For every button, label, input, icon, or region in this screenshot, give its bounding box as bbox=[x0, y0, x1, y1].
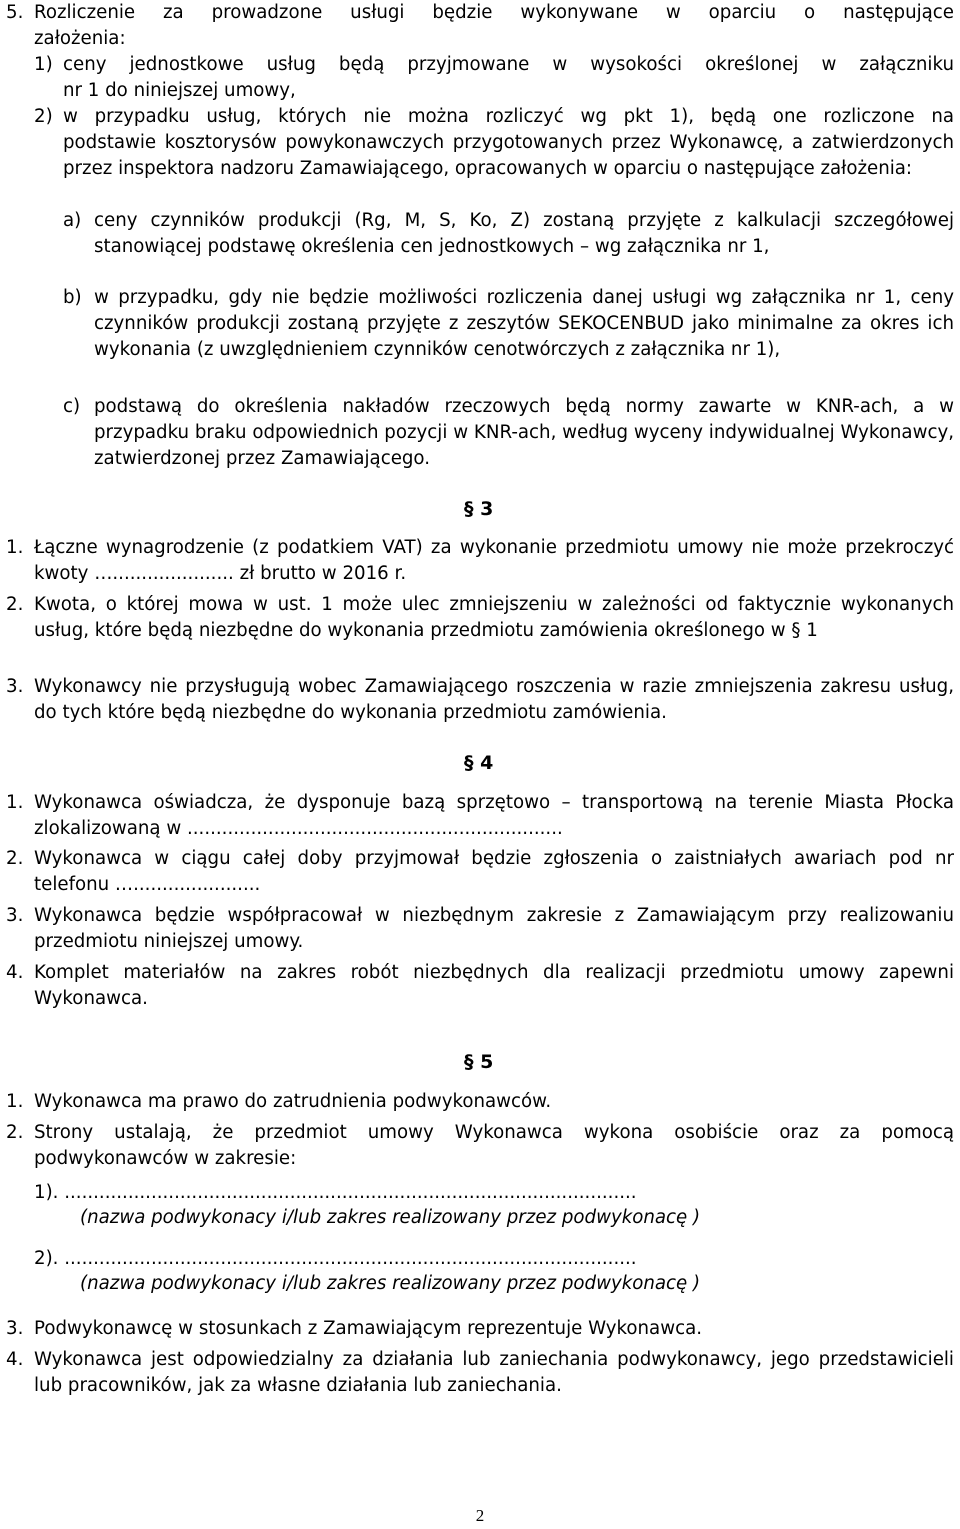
item-number: 2. bbox=[6, 594, 24, 615]
item-number: 3. bbox=[6, 1318, 24, 1339]
item-text: Wykonawca ma prawo do zatrudnienia podwykonawców. bbox=[34, 1091, 552, 1112]
item-number: 3. bbox=[6, 676, 24, 697]
item-number: 1. bbox=[6, 537, 24, 558]
item-number: 4. bbox=[6, 1349, 24, 1370]
item-number: 4. bbox=[6, 962, 24, 983]
item-text: Kwota, o której mowa w ust. 1 może ulec zmniejszeniu w zależności od faktycznie wykonanych usług, które będą niezbędne do wykonania przedmiotu zamówienia określonego w § 1 bbox=[34, 594, 954, 641]
item-number: 1. bbox=[6, 1091, 24, 1112]
paragraph-line: nr 1 do niniejszej umowy, bbox=[63, 80, 296, 101]
subpoint-number: 1) bbox=[34, 54, 53, 75]
item-text: Wykonawca w ciągu całej doby przyjmował będzie zgłoszenia o zaistniałych awariach pod nr telefonu …...................... bbox=[34, 848, 954, 895]
paragraph-text: w przypadku, gdy nie będzie możliwości rozliczenia danej usługi wg załącznika nr 1, ceny czynników produkcji zostaną przyjęte z zeszytów SEKOCENBUD jako minimalne za okres ich wykonania (z uwzględnieniem czynników cenotwórczych z załącznika nr 1), bbox=[94, 287, 954, 360]
section-heading-4: § 4 bbox=[464, 752, 494, 774]
paragraph-line: założenia: bbox=[34, 28, 126, 49]
item-text: Komplet materiałów na zakres robót niezbędnych dla realizacji przedmiotu umowy zapewni Wykonawca. bbox=[34, 962, 954, 1009]
paragraph-text: podstawie kosztorysów powykonawczych przygotowanych przez Wykonawcę, a zatwierdzonych przez inspektora nadzoru Zamawiającego, opracowanych w oparciu o następujące założenia: bbox=[63, 132, 954, 179]
subcontractor-caption-1 bbox=[80, 1205, 700, 1231]
item-number: 2. bbox=[6, 848, 24, 869]
letter-item-number: a) bbox=[63, 210, 82, 231]
caption-text: (nazwa podwykonacy i/lub zakres realizowany przez podwykonacę ) bbox=[80, 1273, 701, 1294]
paragraph-line: ceny jednostkowe usług będą przyjmowane w wysokości określonej w załączniku bbox=[63, 54, 954, 75]
item-number: 3. bbox=[6, 905, 24, 926]
item-text: Wykonawca jest odpowiedzialny za działania lub zaniechania podwykonawcy, jego przedstawicieli lub pracowników, jak za własne działania lub zaniechania. bbox=[34, 1349, 954, 1396]
subcontractor-caption-2 bbox=[80, 1271, 700, 1297]
item-text: Łączne wynagrodzenie (z podatkiem VAT) za wykonanie przedmiotu umowy nie może przekroczyć kwoty …..................... zł brutto w 2016 r. bbox=[34, 537, 954, 584]
page-number: 2 bbox=[475, 1506, 485, 1525]
item-text: Strony ustalają, że przedmiot umowy Wykonawca wykona osobiście oraz za pomocą podwykonawców w zakresie: bbox=[34, 1122, 954, 1169]
letter-item-number: c) bbox=[63, 396, 81, 417]
item-number: 1. bbox=[6, 792, 24, 813]
subcontractor-blank-1: 1). ................................................................................................... bbox=[34, 1182, 637, 1203]
section-heading-5: § 5 bbox=[464, 1051, 494, 1073]
item-text: Podwykonawcę w stosunkach z Zamawiającym reprezentuje Wykonawca. bbox=[34, 1318, 703, 1339]
paragraph-text: podstawą do określenia nakładów rzeczowych będą normy zawarte w KNR-ach, a w przypadku braku odpowiednich pozycji w KNR-ach, według wyceny indywidualnej Wykonawcy, zatwierdzonej przez Zamawiającego. bbox=[94, 396, 954, 469]
point-number: 5. bbox=[6, 2, 24, 23]
caption-text: (nazwa podwykonacy i/lub zakres realizowany przez podwykonacę ) bbox=[80, 1207, 701, 1228]
item-text: Wykonawcy nie przysługują wobec Zamawiającego roszczenia w razie zmniejszenia zakresu usług, do tych które będą niezbędne do wykonania przedmiotu zamówienia. bbox=[34, 676, 954, 723]
subcontractor-blank-2: 2). ................................................................................................... bbox=[34, 1248, 637, 1269]
item-number: 2. bbox=[6, 1122, 24, 1143]
item-text: Wykonawca oświadcza, że dysponuje bazą sprzętowo – transportową na terenie Miasta Płocka zlokalizowaną w ................................................................. bbox=[34, 792, 954, 839]
item-text: Wykonawca będzie współpracował w niezbędnym zakresie z Zamawiającym przy realizowaniu przedmiotu niniejszej umowy. bbox=[34, 905, 954, 952]
letter-item-number: b) bbox=[63, 287, 82, 308]
section-heading-3: § 3 bbox=[464, 498, 494, 520]
subpoint-number: 2) bbox=[34, 106, 53, 127]
paragraph-text: ceny czynników produkcji (Rg, M, S, Ko, Z) zostaną przyjęte z kalkulacji szczegółowej stanowiącej podstawę określenia cen jednostkowych – wg załącznika nr 1, bbox=[94, 210, 954, 257]
paragraph-line: Rozliczenie za prowadzone usługi będzie wykonywane w oparciu o następujące bbox=[34, 2, 954, 23]
paragraph-line: w przypadku usług, których nie można rozliczyć wg pkt 1), będą one rozliczone na bbox=[63, 106, 954, 127]
